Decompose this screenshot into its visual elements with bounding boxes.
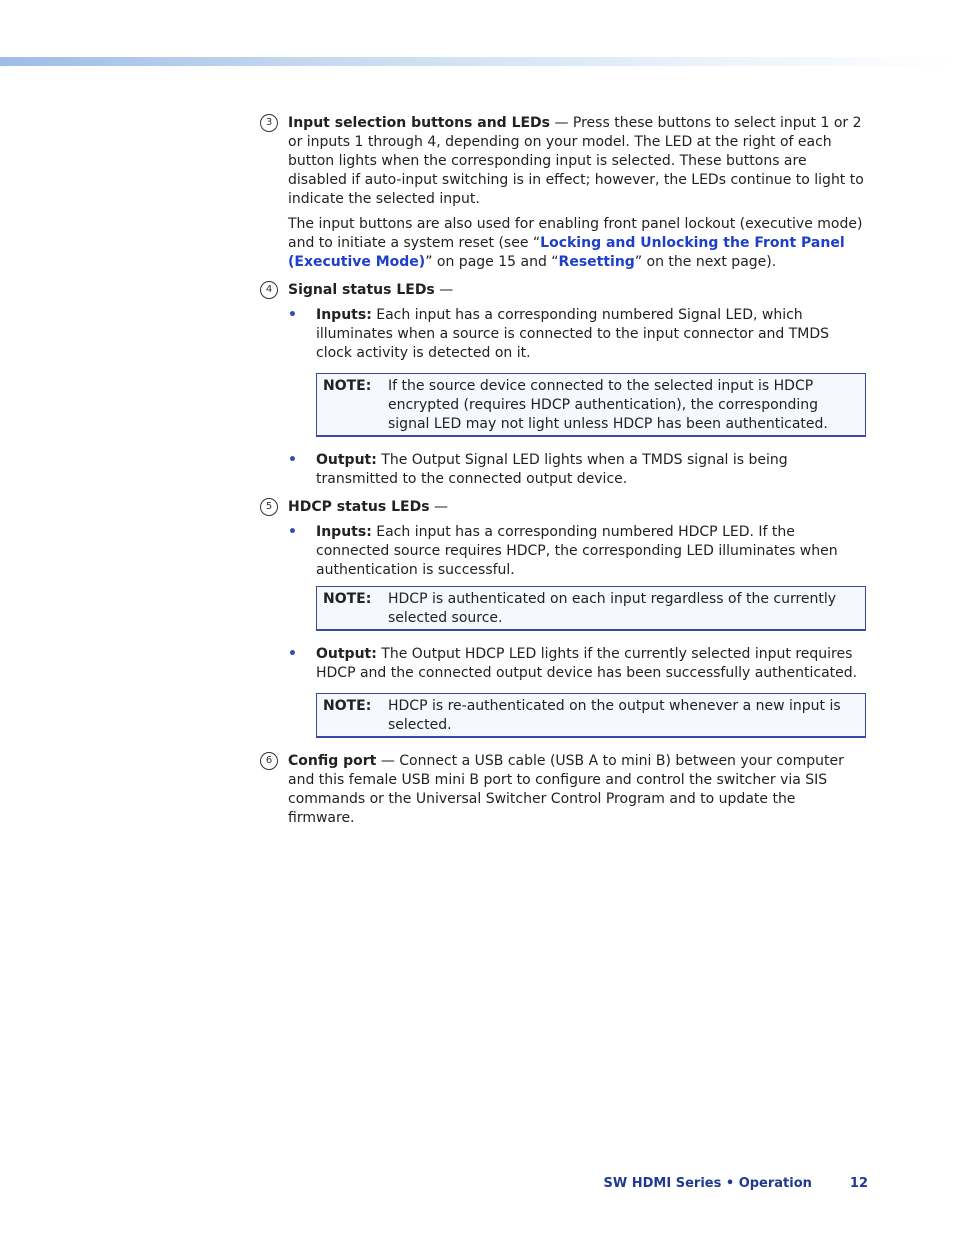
note-label: NOTE: <box>323 378 372 394</box>
section-4-title: Signal status LEDs <box>288 282 435 298</box>
bullet-text: Each input has a corresponding numbered HDCP LED. If the connected source requires HDCP, the corresponding LED illuminates when authentication is successful. <box>316 524 838 578</box>
note-box-signal <box>316 373 866 437</box>
callout-number-5: 5 <box>260 498 278 516</box>
section-3-paragraph-2 <box>288 215 866 272</box>
section-3-title: Input selection buttons and LEDs <box>288 115 551 131</box>
bullet-signal-output <box>288 451 866 489</box>
section-3-body: — Press these buttons to select input 1 or 2 or inputs 1 through 4, depending on your model. The LED at the right of each button lights when the corresponding input is selected. These buttons are disabled if auto-input switching is in effect; however, the LEDs continue to light to indicate the selected input. <box>288 115 864 207</box>
note-text: HDCP is authenticated on each input regardless of the currently selected source. <box>388 591 837 626</box>
bullet-text: The Output HDCP LED lights if the currently selected input requires HDCP and the connected output device has been successfully authenticated. <box>316 646 858 681</box>
bullet-label: Inputs: <box>316 307 372 323</box>
bullet-label: Output: <box>316 646 377 662</box>
section-5-dash: — <box>429 499 448 515</box>
section-6-title: Config port <box>288 753 377 769</box>
callout-number-3: 3 <box>260 114 278 132</box>
page-footer <box>604 1174 868 1193</box>
bullet-label: Output: <box>316 452 377 468</box>
section-4-dash: — <box>434 282 454 298</box>
bullet-text: The Output Signal LED lights when a TMDS signal is being transmitted to the connected output device. <box>316 452 788 487</box>
callout-number-4: 4 <box>260 281 278 299</box>
section-5-heading <box>288 498 866 517</box>
section-3-text-pre: The input buttons are also used for enabling front panel lockout (executive mode) and to initiate a system reset (see “ <box>288 216 863 251</box>
section-3-paragraph <box>288 114 866 209</box>
section-6-paragraph <box>288 752 866 828</box>
section-signal-status <box>260 281 866 489</box>
link-resetting[interactable]: Resetting <box>558 254 635 270</box>
note-text: HDCP is re-authenticated on the output whenever a new input is selected. <box>388 698 841 733</box>
callout-number-6: 6 <box>260 752 278 770</box>
bullet-hdcp-inputs <box>288 523 866 580</box>
note-text: If the source device connected to the selected input is HDCP encrypted (requires HDCP authentication), the corresponding signal LED may not light unless HDCP has been authenticated. <box>388 378 828 432</box>
section-3-text-mid: ” on page 15 and “ <box>425 254 559 270</box>
bullet-hdcp-output <box>288 645 866 683</box>
bullet-label: Inputs: <box>316 524 372 540</box>
section-6-body: — Connect a USB cable (USB A to mini B) between your computer and this female USB mini B port to configure and control the switcher via SIS commands or the Universal Switcher Control Program and to update the firmware. <box>288 753 844 826</box>
section-input-selection <box>260 114 866 272</box>
section-3-text-post: ” on the next page). <box>634 254 777 270</box>
bullet-marker: • <box>288 452 297 468</box>
note-label: NOTE: <box>323 591 372 607</box>
section-4-heading <box>288 281 866 300</box>
page-number: 12 <box>849 1176 868 1191</box>
header-color-bar <box>0 57 954 66</box>
page-content <box>260 114 866 837</box>
section-config-port <box>260 752 866 828</box>
section-hdcp-status <box>260 498 866 738</box>
bullet-marker: • <box>288 524 297 540</box>
section-5-title: HDCP status LEDs <box>288 499 430 515</box>
bullet-marker: • <box>288 646 297 662</box>
bullet-marker: • <box>288 307 297 323</box>
link-locking-front-panel[interactable]: Locking and Unlocking the Front Panel (Executive Mode) <box>288 235 845 270</box>
footer-title: SW HDMI Series • Operation <box>603 1176 812 1191</box>
bullet-signal-inputs <box>288 306 866 363</box>
note-box-hdcp-input <box>316 586 866 631</box>
note-box-hdcp-output <box>316 693 866 738</box>
note-label: NOTE: <box>323 698 372 714</box>
bullet-text: Each input has a corresponding numbered Signal LED, which illuminates when a source is connected to the input connector and TMDS clock activity is detected on it. <box>316 307 830 361</box>
